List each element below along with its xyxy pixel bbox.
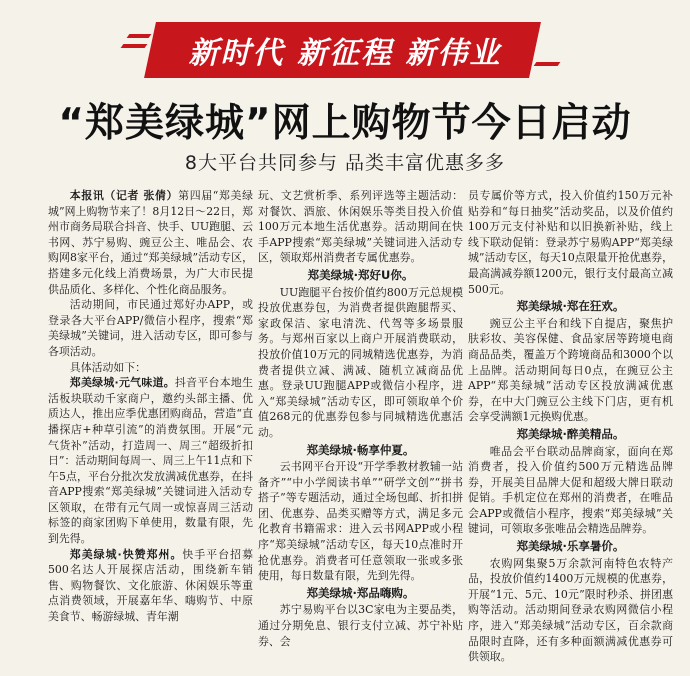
section-title: 郑美绿城·郑好U你。 — [307, 267, 414, 282]
banner-decoration — [127, 34, 152, 38]
paragraph: 豌豆公主平台和线下自提店，聚焦护肤彩妆、美容保健、食品家居等跨境电商商品品类，覆盖万个跨境商品和3000个以上品牌。活动期间每日0点，在豌豆公主APP“郑美绿城”活动专区投放满减优惠券，在中大门豌豆公主线下门店，更有机会享受满额1元换购优惠。 — [468, 316, 673, 424]
section-title: 郑美绿城·快赞郑州。 — [69, 547, 183, 561]
paragraph — [48, 188, 253, 297]
section-title: 郑美绿城·畅享仲夏。 — [306, 442, 415, 457]
paragraph: 唯品会平台联动品牌商家，面向在郑消费者，投入价值约500万元精选品牌券，开展美目品牌大促和超级大牌日联动促销。手机定位在郑州的消费者，在唯品会APP或微信小程序，搜索“郑美绿城”关键词，可领取多张唯品会精选品牌券。 — [468, 444, 673, 536]
paragraph-text: 抖音平台本地生活板块联动千家商户，邀约头部主播、优质达人，推出应季优惠团购商品，营造“直播探店+种草引流”的消费氛围。开展“元气货补”活动，打造周一、周三“超级折扣日”：活动期间每周一、周三上午11点和下午5点，平台分批次发放满减优惠券，在抖音APP搜索“郑美绿城”关键词进入活动专区领取，在带有元气周一或惊喜周三活动标签的商家团购下单使用，数量有限，先到先得。 — [48, 376, 253, 546]
paragraph-text: 快手平台招募500名达人开展探店活动，围绕新车销售、购物餐饮、文化旅游、休闲娱乐等重点消费领域，开展嘉年华、嗨购节、中原美食节、畅游绿城、青年潮 — [48, 547, 253, 624]
article-subheadline: 8大平台共同参与 品类丰富优惠多多 — [184, 152, 506, 174]
paragraph-text: 第四届“郑美绿城”网上购物节来了！8月12日～22日，郑州市商务局联合抖音、快手、UU跑腿、云书网、苏宁易购、豌豆公主、唯品会、农购网8家平台，通过“郑美绿城”活动专区，搭建多元化线上消费场景，为广大市民提供品质化、多样化、个性化商品服务。 — [48, 189, 253, 296]
section-title: 郑美绿城·醉美精品。 — [516, 426, 625, 441]
dateline: 本报讯（记者 张倩） — [69, 189, 179, 202]
paragraph: 农购网集聚5万余款河南特色农特产品，投放价值约1400万元规模的优惠券，开展“1元、5元、10元”限时秒杀、拼团惠购等活动。活动期间登录农购网微信小程序，进入“郑美绿城”活动专区，百余款商品限时直降，还有多种面额满减优惠券可供领取。 — [468, 556, 673, 664]
banner-decoration — [534, 62, 561, 66]
paragraph — [48, 375, 253, 547]
section-title: 郑美绿城·乐享暑价。 — [516, 539, 625, 554]
section-title: 郑美绿城·郑在狂欢。 — [516, 299, 625, 314]
section-title: 郑美绿城·郑品嗨购。 — [306, 585, 415, 600]
paragraph: 云书网平台开设“开学季教材教辅一站备齐”“中小学阅读书单”“研学文创”“拼书搭子”等专题活动，通过全场包邮、折扣拼团、优惠券、品类买赠等方式，满足多元化教育书籍需求：进入云书网APP或小程序“郑美绿城”活动专区，每天10点准时开抢优惠券。消费者可任意领取一张或多张使用，每日数量有限，先到先得。 — [258, 460, 463, 583]
banner-decoration — [121, 44, 148, 48]
article-column-2 — [258, 188, 463, 668]
paragraph: 玩、文艺赏析季、系列评选等主题活动：对餐饮、酒旅、休闲娱乐等类目投入价值100万元本地生活优惠券。活动期间在快手APP搜索“郑美绿城”关键词进入活动专区，领取郑州消费者专属优惠券。 — [258, 189, 463, 265]
paragraph: 苏宁易购平台以3C家电为主要品类，通过分期免息、银行支付立减、苏宁补贴券、会 — [258, 603, 463, 648]
banner-title: 新时代 新征程 新伟业 — [188, 36, 502, 71]
paragraph: 活动期间，市民通过郑好办APP，或登录各大平台APP/微信小程序，搜索“郑美绿城”关键词，进入活动专区，即可参与各项活动。 — [48, 298, 253, 358]
article-headline: “郑美绿城”网上购物节今日启动 — [58, 101, 632, 146]
paragraph: UU跑腿平台按价值约800万元总规模投放优惠券包，为消费者提供跑腿帮买、家政保洁、家电清洗、代驾等多场景服务。与郑州百家以上商户开展消费联动，投放价值10万元的同城精选优惠券，为消费者提供立减、满减、随机立减商品优惠。登录UU跑腿APP或微信小程序，进入“郑美绿城”活动专区，即可领取单个价值268元的优惠券包参与同城精选优惠活动。 — [258, 285, 463, 439]
paragraph: 员专属价等方式，投入价值约150万元补贴券和“每日抽奖”活动奖品，以及价值约100万元支付补贴和以旧换新补贴，线上线下联动促销：登录苏宁易购APP“郑美绿城”活动专区，每天10点限量开抢优惠券，最高满减券额1200元，银行支付最高立减500元。 — [468, 189, 673, 296]
paragraph: 具体活动如下： — [69, 360, 147, 374]
paragraph — [48, 547, 253, 625]
article-column-1 — [48, 188, 253, 668]
article-column-3 — [468, 188, 673, 668]
section-title: 郑美绿城·元气味道。 — [69, 376, 175, 390]
